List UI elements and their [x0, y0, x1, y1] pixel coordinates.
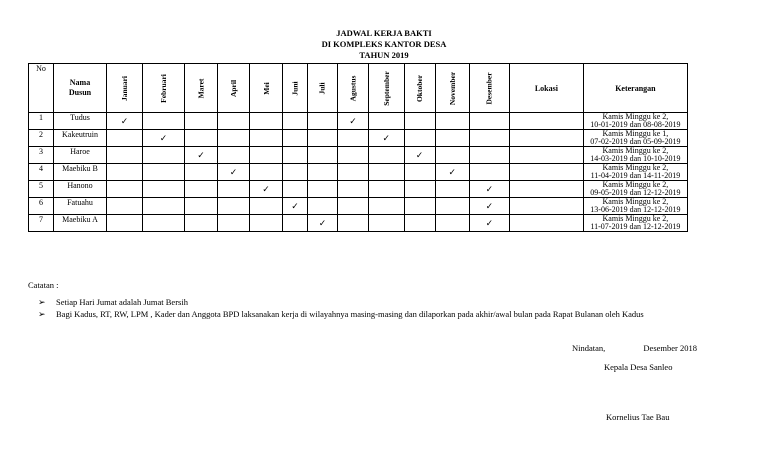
month-cell — [143, 198, 185, 215]
month-cell — [338, 164, 369, 181]
header-keterangan: Keterangan — [583, 64, 687, 113]
month-cell — [435, 113, 469, 130]
check-mark-icon: ✓ — [262, 184, 270, 194]
row-keterangan — [583, 147, 687, 164]
document-title — [0, 28, 768, 61]
month-cell — [107, 215, 143, 232]
check-mark-icon: ✓ — [485, 218, 494, 228]
row-lokasi — [509, 215, 583, 232]
check-mark-icon: ✓ — [120, 116, 129, 126]
month-cell — [283, 215, 308, 232]
month-cell — [250, 164, 283, 181]
header-month-label: November — [447, 71, 457, 105]
header-month — [369, 64, 405, 113]
row-keterangan — [583, 130, 687, 147]
header-month-label: Januari — [119, 75, 129, 101]
header-no: No — [29, 64, 54, 113]
keterangan-line-2: 10-01-2019 dan 08-08-2019 — [590, 120, 681, 129]
check-mark-icon: ✓ — [159, 133, 168, 143]
header-dusun: Dusun — [68, 88, 92, 97]
row-number: 2 — [29, 130, 54, 147]
month-cell — [185, 198, 218, 215]
row-lokasi — [509, 147, 583, 164]
title-line-3: TAHUN 2019 — [359, 50, 409, 60]
signature-date: Desember 2018 — [643, 343, 698, 353]
check-mark-icon: ✓ — [291, 201, 299, 211]
row-dusun: Maebiku B — [54, 164, 107, 181]
month-cell — [369, 198, 405, 215]
month-cell — [308, 147, 338, 164]
header-month-label: Mei — [261, 81, 271, 95]
check-mark-icon: ✓ — [448, 167, 457, 177]
row-lokasi — [509, 198, 583, 215]
month-cell — [143, 215, 185, 232]
month-cell — [283, 147, 308, 164]
month-cell — [369, 215, 405, 232]
check-mark-icon: ✓ — [485, 201, 494, 211]
month-cell — [469, 113, 509, 130]
keterangan-line-1: Kamis Minggu ke 2, — [602, 214, 669, 223]
month-cell — [369, 147, 405, 164]
month-cell — [435, 215, 469, 232]
row-lokasi — [509, 181, 583, 198]
signature-place-date — [572, 343, 697, 353]
month-cell — [308, 181, 338, 198]
row-number: 5 — [29, 181, 54, 198]
month-cell — [250, 147, 283, 164]
row-lokasi — [509, 130, 583, 147]
header-month-label: September — [381, 70, 391, 106]
month-cell — [469, 198, 509, 215]
table-header-row — [29, 64, 688, 113]
signer-title: Kepala Desa Sanleo — [604, 362, 673, 372]
month-cell — [185, 215, 218, 232]
month-cell — [107, 164, 143, 181]
header-month-label: Maret — [196, 78, 206, 98]
keterangan-line-1: Kamis Minggu ke 2, — [602, 180, 669, 189]
month-cell — [308, 164, 338, 181]
table-row — [29, 164, 688, 181]
header-month — [185, 64, 218, 113]
month-cell — [107, 181, 143, 198]
month-cell — [469, 215, 509, 232]
keterangan-line-2: 11-07-2019 dan 12-12-2019 — [590, 222, 681, 231]
month-cell — [143, 164, 185, 181]
keterangan-line-1: Kamis Minggu ke 1, — [602, 129, 669, 138]
header-month — [469, 64, 509, 113]
header-month-label: April — [229, 79, 238, 97]
month-cell — [308, 113, 338, 130]
check-mark-icon: ✓ — [349, 116, 357, 126]
month-cell — [107, 130, 143, 147]
table-row — [29, 215, 688, 232]
month-cell — [143, 113, 185, 130]
keterangan-line-1: Kamis Minggu ke 2, — [602, 112, 669, 121]
month-cell — [404, 130, 435, 147]
note-item — [38, 296, 644, 308]
month-cell — [469, 181, 509, 198]
keterangan-line-2: 07-02-2019 dan 05-09-2019 — [590, 137, 681, 146]
keterangan-line-2: 14-03-2019 dan 10-10-2019 — [590, 154, 681, 163]
month-cell — [107, 113, 143, 130]
signer-name: Kornelius Tae Bau — [606, 412, 670, 422]
title-line-2: DI KOMPLEKS KANTOR DESA — [321, 39, 447, 49]
table-row — [29, 147, 688, 164]
month-cell — [469, 164, 509, 181]
header-nama: Nama — [69, 78, 91, 87]
table-row — [29, 198, 688, 215]
header-month-label: Februari — [159, 73, 168, 103]
keterangan-line-2: 09-05-2019 dan 12-12-2019 — [590, 188, 681, 197]
month-cell — [435, 164, 469, 181]
header-nama-dusun — [54, 64, 107, 113]
notes-label: Catatan : — [28, 280, 59, 290]
month-cell — [185, 164, 218, 181]
table-row — [29, 181, 688, 198]
row-keterangan — [583, 113, 687, 130]
row-keterangan — [583, 198, 687, 215]
check-mark-icon: ✓ — [382, 133, 391, 143]
month-cell — [218, 113, 250, 130]
month-cell — [250, 198, 283, 215]
title-line-1: JADWAL KERJA BAKTI — [336, 28, 432, 38]
month-cell — [404, 181, 435, 198]
header-month-label: Desember — [484, 71, 494, 105]
row-lokasi — [509, 164, 583, 181]
month-cell — [469, 147, 509, 164]
table-row — [29, 130, 688, 147]
month-cell — [308, 130, 338, 147]
schedule-table — [28, 63, 688, 232]
month-cell — [404, 113, 435, 130]
month-cell — [435, 181, 469, 198]
header-month — [218, 64, 250, 113]
header-month — [338, 64, 369, 113]
month-cell — [404, 215, 435, 232]
row-dusun: Hanono — [54, 181, 107, 198]
month-cell — [250, 130, 283, 147]
check-mark-icon: ✓ — [485, 184, 494, 194]
header-month — [435, 64, 469, 113]
note-text: Bagi Kadus, RT, RW, LPM , Kader dan Anggota BPD laksanakan kerja di wilayahnya masing-masing dan dilaporkan pada akhir/awal bulan pada Rapat Bulanan oleh Kadus — [56, 309, 644, 319]
keterangan-line-1: Kamis Minggu ke 2, — [602, 197, 669, 206]
month-cell — [338, 147, 369, 164]
row-lokasi — [509, 113, 583, 130]
header-month — [250, 64, 283, 113]
month-cell — [143, 130, 185, 147]
month-cell — [218, 164, 250, 181]
month-cell — [469, 130, 509, 147]
month-cell — [308, 198, 338, 215]
row-dusun: Maebiku A — [54, 215, 107, 232]
month-cell — [369, 181, 405, 198]
header-month — [283, 64, 308, 113]
keterangan-line-2: 11-04-2019 dan 14-11-2019 — [590, 171, 681, 180]
keterangan-line-2: 13-06-2019 dan 12-12-2019 — [590, 205, 681, 214]
month-cell — [283, 113, 308, 130]
row-keterangan — [583, 181, 687, 198]
month-cell — [218, 130, 250, 147]
row-dusun: Fatuahu — [54, 198, 107, 215]
note-text: Setiap Hari Jumat adalah Jumat Bersih — [56, 297, 188, 307]
notes-list — [38, 296, 644, 320]
header-month — [308, 64, 338, 113]
month-cell — [283, 198, 308, 215]
month-cell — [143, 181, 185, 198]
month-cell — [435, 147, 469, 164]
check-mark-icon: ✓ — [318, 218, 327, 228]
row-number: 3 — [29, 147, 54, 164]
row-number: 4 — [29, 164, 54, 181]
month-cell — [283, 130, 308, 147]
check-mark-icon: ✓ — [415, 150, 424, 160]
month-cell — [369, 164, 405, 181]
header-month — [404, 64, 435, 113]
month-cell — [404, 164, 435, 181]
month-cell — [107, 198, 143, 215]
month-cell — [338, 215, 369, 232]
table-body — [29, 113, 688, 232]
row-number: 6 — [29, 198, 54, 215]
month-cell — [338, 130, 369, 147]
row-keterangan — [583, 215, 687, 232]
row-keterangan — [583, 164, 687, 181]
header-month-label: Oktober — [415, 74, 425, 102]
arrow-bullet-icon: ➢ — [38, 309, 46, 319]
month-cell — [435, 198, 469, 215]
check-mark-icon: ✓ — [197, 150, 205, 160]
header-lokasi: Lokasi — [509, 64, 583, 113]
month-cell — [435, 130, 469, 147]
month-cell — [338, 113, 369, 130]
month-cell — [338, 198, 369, 215]
check-mark-icon: ✓ — [229, 167, 238, 177]
header-month-label: Agustus — [348, 75, 358, 101]
row-dusun: Tudus — [54, 113, 107, 130]
month-cell — [218, 147, 250, 164]
signature-place: Nindatan, — [572, 343, 606, 353]
table-row — [29, 113, 688, 130]
month-cell — [218, 198, 250, 215]
month-cell — [143, 147, 185, 164]
month-cell — [404, 198, 435, 215]
month-cell — [283, 181, 308, 198]
month-cell — [404, 147, 435, 164]
month-cell — [107, 147, 143, 164]
row-number: 7 — [29, 215, 54, 232]
month-cell — [283, 164, 308, 181]
keterangan-line-1: Kamis Minggu ke 2, — [602, 163, 669, 172]
month-cell — [185, 147, 218, 164]
month-cell — [185, 113, 218, 130]
note-item — [38, 308, 644, 320]
month-cell — [250, 113, 283, 130]
row-dusun: Kakeutruin — [54, 130, 107, 147]
arrow-bullet-icon: ➢ — [38, 297, 46, 307]
header-month — [143, 64, 185, 113]
month-cell — [185, 181, 218, 198]
month-cell — [250, 215, 283, 232]
header-month-label: Juni — [290, 80, 300, 96]
month-cell — [218, 181, 250, 198]
month-cell — [185, 130, 218, 147]
month-cell — [250, 181, 283, 198]
row-number: 1 — [29, 113, 54, 130]
month-cell — [218, 215, 250, 232]
month-cell — [369, 130, 405, 147]
header-month-label: Juli — [318, 81, 327, 95]
month-cell — [369, 113, 405, 130]
row-dusun: Haroe — [54, 147, 107, 164]
month-cell — [308, 215, 338, 232]
header-month — [107, 64, 143, 113]
keterangan-line-1: Kamis Minggu ke 2, — [602, 146, 669, 155]
month-cell — [338, 181, 369, 198]
